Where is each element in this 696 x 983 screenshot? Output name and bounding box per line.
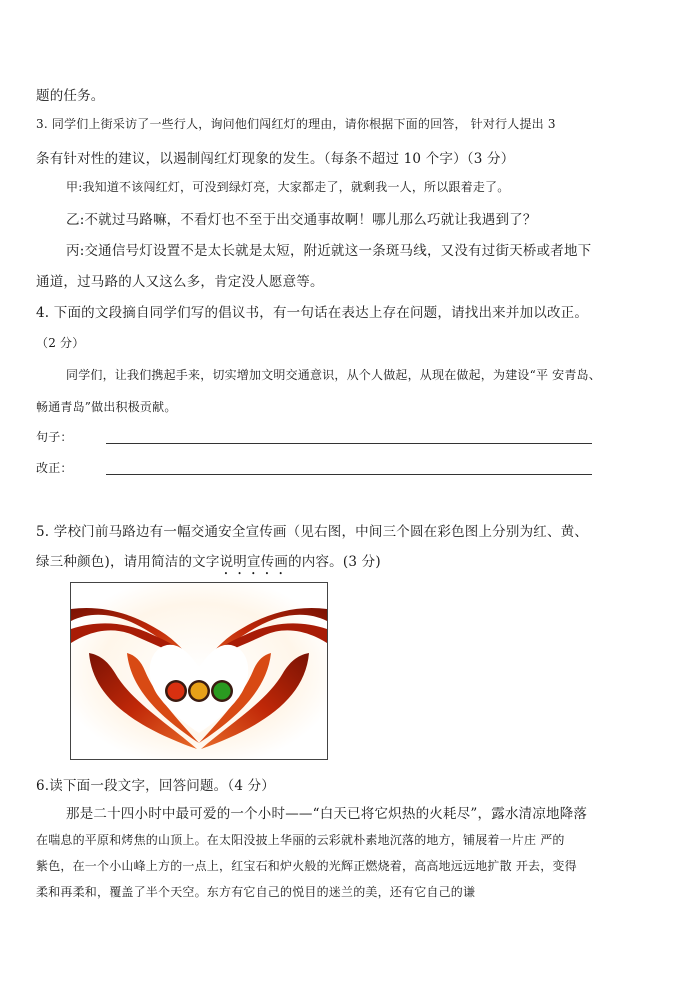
q5-text-pre: 绿三种颜色)，请用简洁的文字 — [36, 554, 220, 570]
green-light-icon — [214, 683, 231, 700]
question-4-prompt: 4. 下面的文段摘自同学们写的倡议书，有一句话在表达上存在问题，请找出来并加以改正。 — [36, 305, 589, 321]
passage-line-3: 紫色，在一个小山峰上方的一点上，红宝石和炉火般的光辉正燃烧着，高高地远远地扩散 开去，变得 — [36, 859, 577, 873]
passage-line-2: 在喘息的平原和烤焦的山顶上。在太阳没披上华丽的云彩就朴素地沉落的地方，铺展着一片庄 严的 — [36, 833, 565, 847]
sentence-label: 句子： — [36, 430, 73, 444]
question-6-prompt: 6.读下面一段文字，回答问题。（4 分） — [36, 778, 276, 794]
heart-hands-illustration — [71, 583, 327, 759]
sentence-answer-line[interactable] — [106, 443, 592, 444]
red-light-icon — [168, 683, 185, 700]
question-3-prompt-cont: 条有针对性的建议，以遏制闯红灯现象的发生。（每条不超过 10 个字）（3 分） — [36, 151, 515, 167]
correction-label: 改正： — [36, 461, 73, 475]
passage-line-4: 柔和再柔和，覆盖了半个天空。东方有它自己的悦目的迷兰的美，还有它自己的谦 — [36, 885, 476, 899]
answer-jia: 甲:我知道不该闯红灯，可没到绿灯亮，大家都走了，就剩我一人，所以跟着走了。 — [66, 180, 510, 194]
question-5-prompt-cont — [36, 550, 381, 578]
q5-text-emphasis: 说明宣传画 — [219, 554, 289, 570]
question-3-prompt: 3. 同学们上街采访了一些行人，询问他们闯红灯的理由，请你根据下面的回答， 针对行人提出 3 — [36, 117, 556, 131]
text-line-task-end: 题的任务。 — [36, 88, 105, 104]
passage-line-1: 那是二十四小时中最可爱的一个小时——“白天已将它炽热的火耗尽”，露水清凉地降落 — [66, 806, 588, 822]
traffic-safety-poster — [70, 582, 328, 760]
question-4-score: （2 分） — [36, 336, 85, 350]
answer-bing: 丙:交通信号灯设置不是太长就是太短，附近就这一条斑马线，又没有过街天桥或者地下 — [66, 243, 592, 259]
yellow-light-icon — [191, 683, 208, 700]
answer-bing-cont: 通道，过马路的人又这么多，肯定没人愿意等。 — [36, 274, 324, 290]
q5-text-post: 的内容。(3 分) — [288, 554, 381, 570]
correction-answer-line[interactable] — [106, 474, 592, 475]
answer-yi: 乙:不就过马路嘛，不看灯也不至于出交通事故啊！哪儿那么巧就让我遇到了？ — [66, 212, 537, 228]
proposal-paragraph-cont: 畅通青岛”做出积极贡献。 — [36, 400, 177, 414]
proposal-paragraph: 同学们，让我们携起手来，切实增加文明交通意识，从个人做起，从现在做起，为建设“平 安青岛、 — [66, 368, 601, 382]
question-5-prompt: 5. 学校门前马路边有一幅交通安全宣传画（见右图，中间三个圆在彩色图上分别为红、黄、 — [36, 524, 589, 540]
